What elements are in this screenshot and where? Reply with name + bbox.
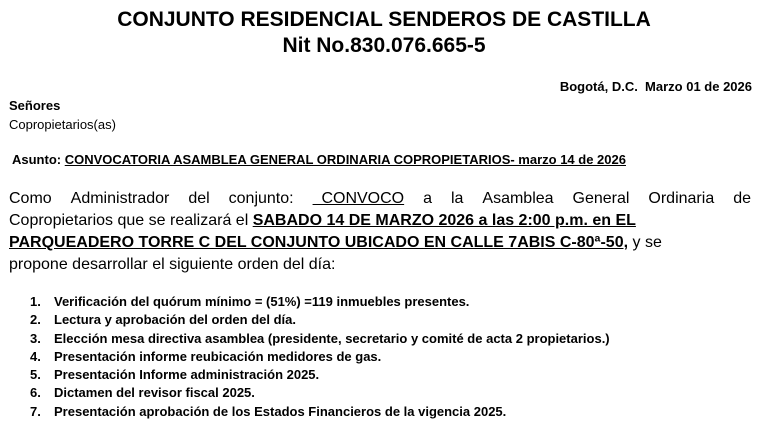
agenda-number: 7. xyxy=(30,403,41,419)
agenda-number: 4. xyxy=(30,348,41,364)
agenda-item xyxy=(30,366,610,384)
agenda-text: Presentación aprobación de los Estados Financieros de la vigencia 2025. xyxy=(54,403,507,419)
body-line-3 xyxy=(9,232,749,253)
agenda-item xyxy=(30,293,610,311)
subject-text: CONVOCATORIA ASAMBLEA GENERAL ORDINARIA COPROPIETARIOS- marzo 14 de 2026 xyxy=(64,152,626,167)
agenda-text: Elección mesa directiva asamblea (presidente, secretario y comité de acta 2 propietarios.) xyxy=(54,330,610,346)
subject-line xyxy=(12,152,626,168)
agenda-item xyxy=(30,348,610,366)
agenda-text: Presentación Informe administración 2025. xyxy=(54,367,320,383)
agenda-text: Verificación del quórum mínimo = (51%) =119 inmuebles presentes. xyxy=(54,294,470,309)
agenda-item xyxy=(30,403,610,421)
body-word: de xyxy=(733,190,751,207)
salutation-title: Señores xyxy=(9,98,61,113)
body-word: Ordinaria xyxy=(648,190,715,207)
body-text: y se xyxy=(628,234,662,251)
body-text: Copropietarios que se realizará el xyxy=(9,212,253,229)
body-word: la xyxy=(450,190,464,207)
document-date: Bogotá, D.C. Marzo 01 de 2026 xyxy=(559,79,752,94)
body-line-2 xyxy=(9,210,749,231)
body-word: conjunto: xyxy=(228,190,294,207)
agenda-item xyxy=(30,311,610,329)
salutation-recipients: Copropietarios(as) xyxy=(9,117,116,132)
convoco-word: CONVOCO xyxy=(312,190,405,207)
body-word: a xyxy=(423,190,432,207)
agenda-number: 2. xyxy=(30,312,41,328)
subject-label: Asunto: xyxy=(12,152,62,167)
meeting-date-text: SABADO 14 DE MARZO 2026 a las 2:00 p.m. en EL xyxy=(252,212,636,229)
nit-number: Nit No.830.076.665-5 xyxy=(282,34,486,57)
agenda-item xyxy=(30,384,610,402)
body-word: General xyxy=(572,190,630,207)
agenda-item xyxy=(30,330,610,348)
agenda-number: 3. xyxy=(30,330,41,346)
agenda-number: 6. xyxy=(30,385,41,401)
body-line-1 xyxy=(9,188,751,209)
body-word: Asamblea xyxy=(482,190,554,207)
meeting-location-text: PARQUEADERO TORRE C DEL CONJUNTO UBICADO EN CALLE 7ABIS C-80ª-50, xyxy=(9,234,629,251)
agenda-text: Presentación informe reubicación medidores de gas. xyxy=(54,348,382,364)
agenda-number: 5. xyxy=(30,367,41,383)
agenda-text: Dictamen del revisor fiscal 2025. xyxy=(54,385,255,401)
agenda-list xyxy=(30,293,610,421)
body-line-4: propone desarrollar el siguiente orden del día: xyxy=(9,256,336,273)
document-title: CONJUNTO RESIDENCIAL SENDEROS DE CASTILLA xyxy=(117,8,651,31)
body-word: del xyxy=(188,190,210,207)
body-word: Administrador xyxy=(70,190,170,207)
agenda-text: Lectura y aprobación del orden del día. xyxy=(54,312,296,328)
agenda-number: 1. xyxy=(30,294,41,309)
body-word: Como xyxy=(9,190,52,207)
